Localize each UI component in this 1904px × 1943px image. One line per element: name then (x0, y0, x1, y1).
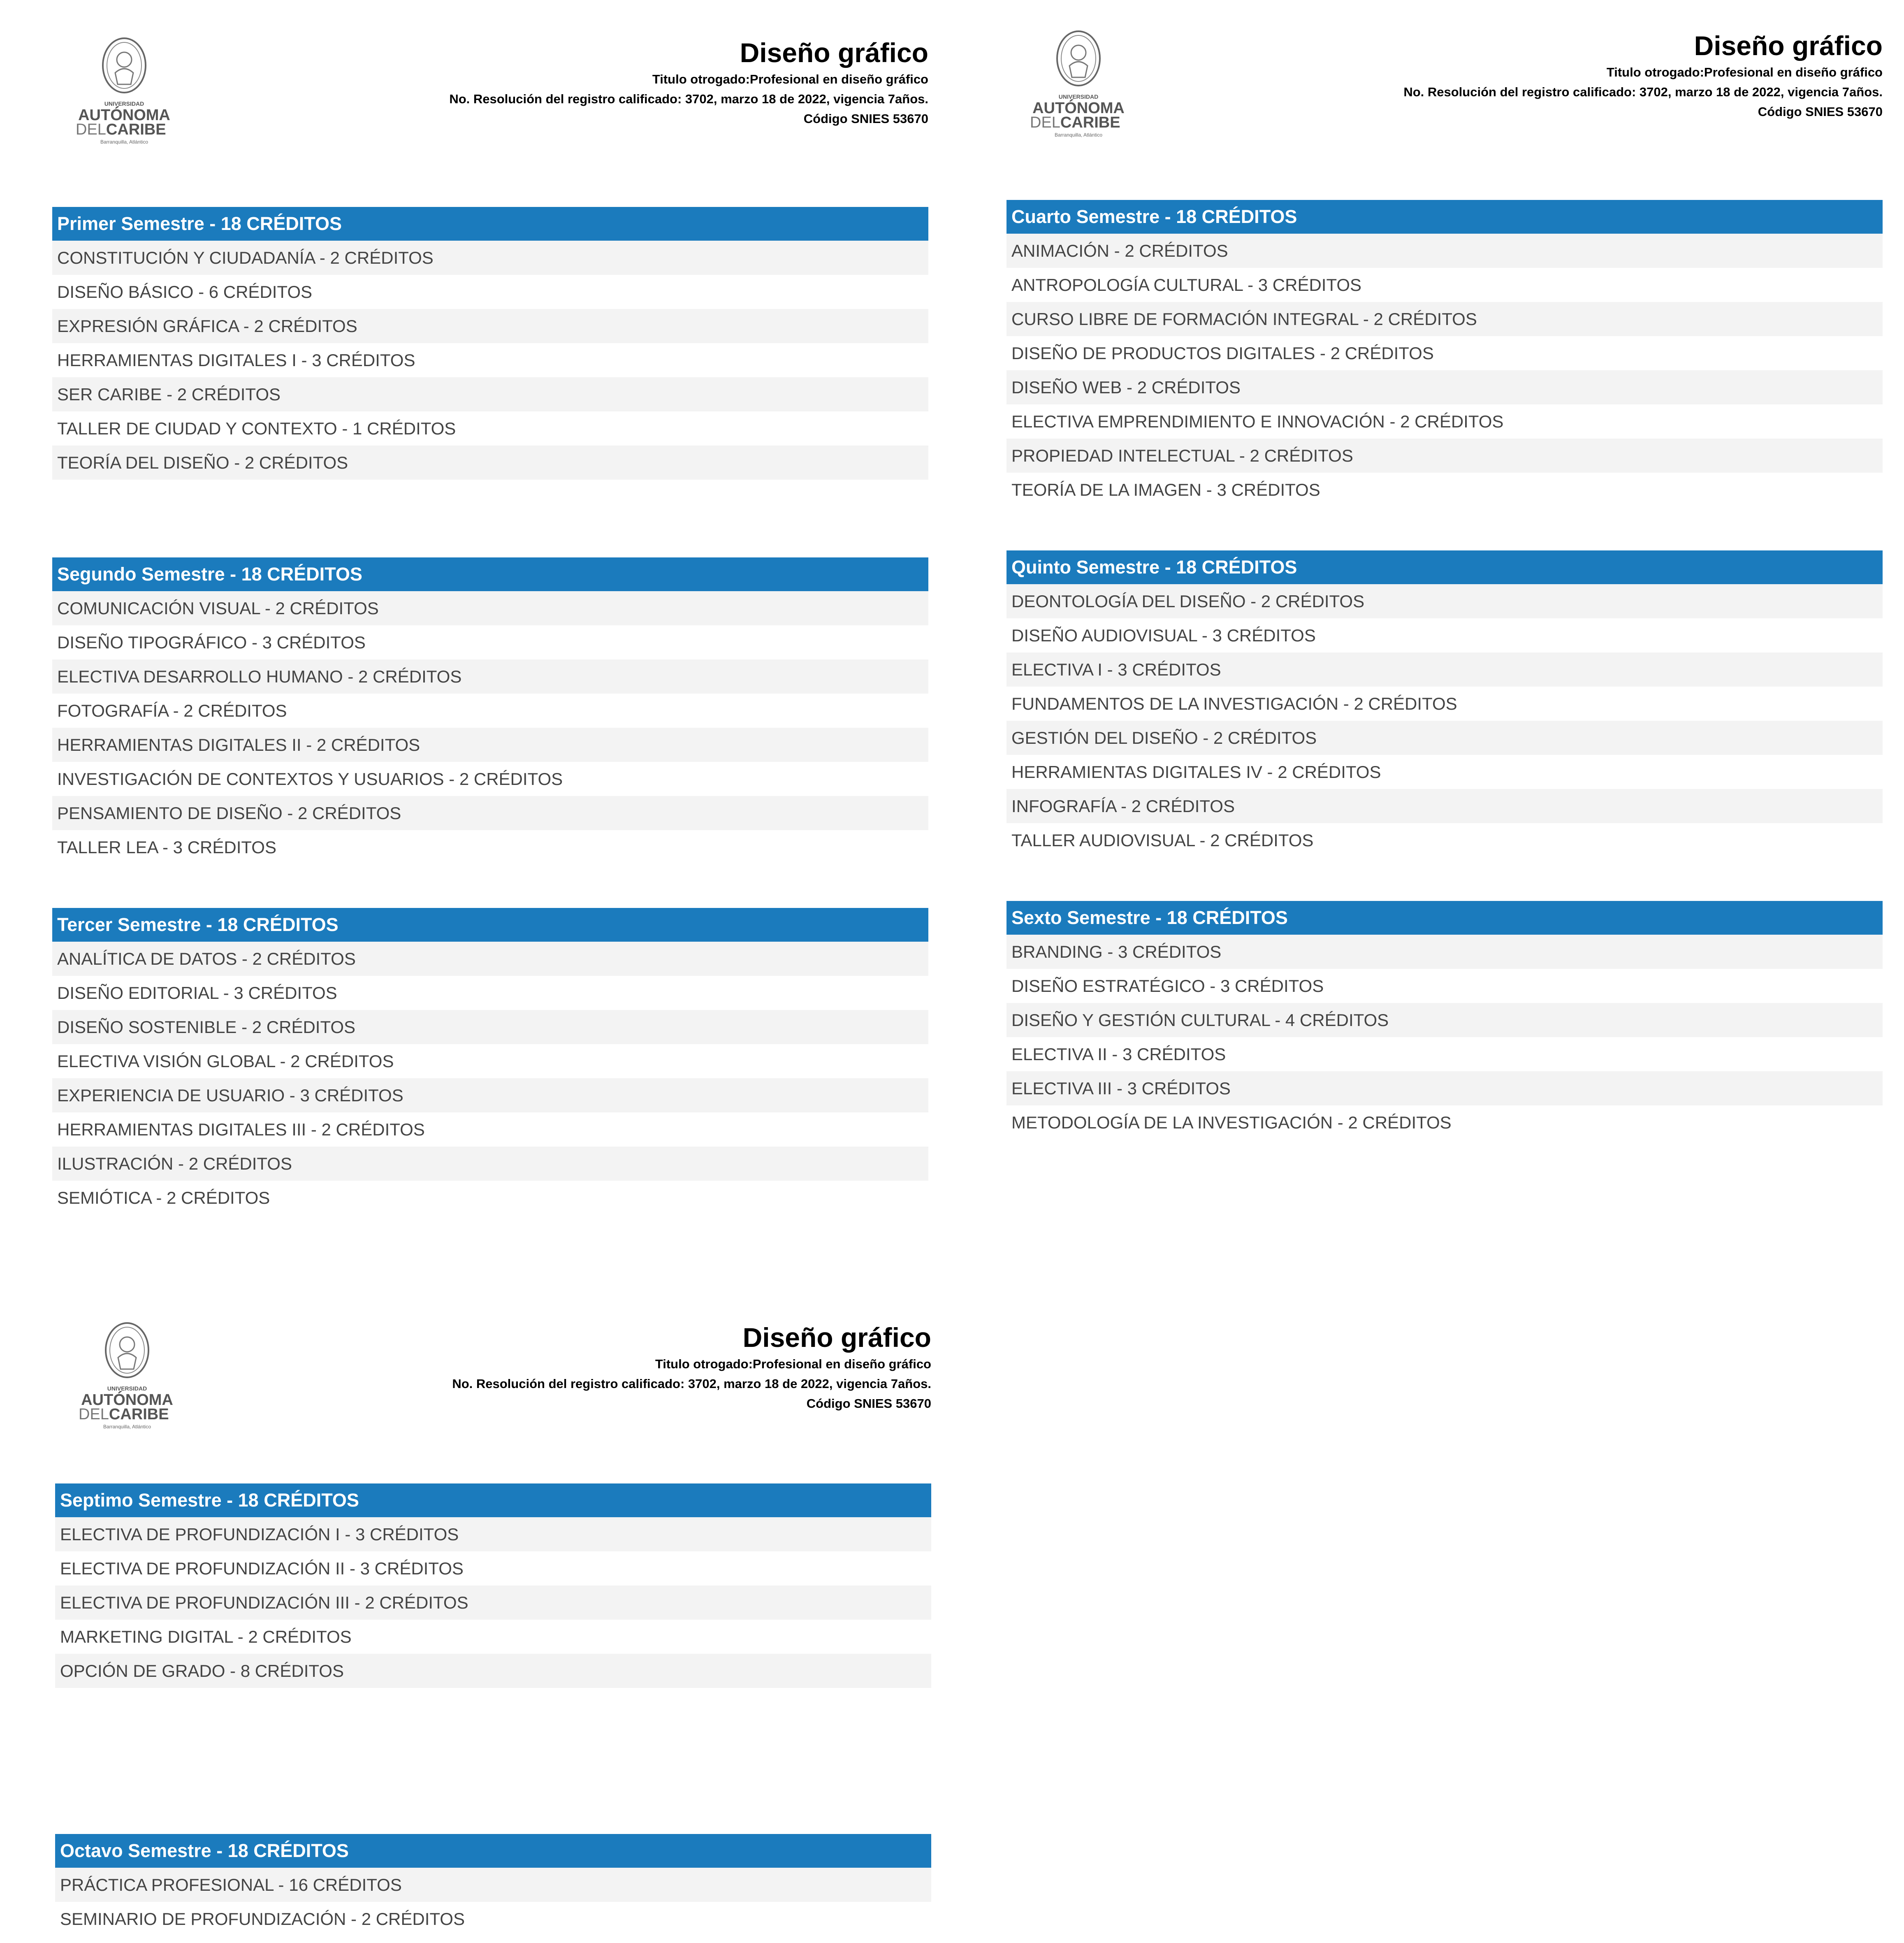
course-item: HERRAMIENTAS DIGITALES IV - 2 CRÉDITOS (1006, 755, 1883, 789)
course-item: EXPRESIÓN GRÁFICA - 2 CRÉDITOS (52, 309, 928, 343)
svg-text:UNIVERSIDAD: UNIVERSIDAD (104, 100, 144, 107)
semester-header: Tercer Semestre - 18 CRÉDITOS (52, 908, 928, 942)
snies-code: Código SNIES 53670 (1758, 104, 1883, 119)
course-item: TEORÍA DE LA IMAGEN - 3 CRÉDITOS (1006, 473, 1883, 507)
svg-text:DELCARIBE: DELCARIBE (79, 1406, 169, 1423)
program-info (449, 36, 928, 129)
snies-code: Código SNIES 53670 (806, 1396, 931, 1411)
course-item: COMUNICACIÓN VISUAL - 2 CRÉDITOS (52, 591, 928, 625)
course-list (55, 1868, 931, 1936)
registration-resolution: No. Resolución del registro calificado: 3702, marzo 18 de 2022, vigencia 7años. (1403, 85, 1883, 99)
course-list (52, 241, 928, 480)
course-list (1006, 584, 1883, 857)
course-item: FOTOGRAFÍA - 2 CRÉDITOS (52, 694, 928, 728)
course-item: ELECTIVA DE PROFUNDIZACIÓN III - 2 CRÉDITOS (55, 1586, 931, 1620)
svg-text:AUTÓNOMA: AUTÓNOMA (81, 1391, 173, 1409)
page-header (52, 36, 928, 159)
course-item: HERRAMIENTAS DIGITALES I - 3 CRÉDITOS (52, 343, 928, 377)
semester-header: Cuarto Semestre - 18 CRÉDITOS (1006, 200, 1883, 234)
course-item: PRÁCTICA PROFESIONAL - 16 CRÉDITOS (55, 1868, 931, 1902)
semester-header: Septimo Semestre - 18 CRÉDITOS (55, 1483, 931, 1517)
svg-text:UNIVERSIDAD: UNIVERSIDAD (107, 1385, 147, 1392)
course-item: ELECTIVA DESARROLLO HUMANO - 2 CRÉDITOS (52, 659, 928, 694)
university-logo (78, 1321, 176, 1432)
svg-text:Barranquilla, Atlántico: Barranquilla, Atlántico (103, 1424, 151, 1430)
course-item: DISEÑO TIPOGRÁFICO - 3 CRÉDITOS (52, 625, 928, 659)
course-item: TEORÍA DEL DISEÑO - 2 CRÉDITOS (52, 446, 928, 480)
semester-header: Quinto Semestre - 18 CRÉDITOS (1006, 550, 1883, 584)
course-item: DISEÑO ESTRATÉGICO - 3 CRÉDITOS (1006, 969, 1883, 1003)
course-item: MARKETING DIGITAL - 2 CRÉDITOS (55, 1620, 931, 1654)
course-item: SEMIÓTICA - 2 CRÉDITOS (52, 1181, 928, 1215)
course-item: CONSTITUCIÓN Y CIUDADANÍA - 2 CRÉDITOS (52, 241, 928, 275)
course-item: INVESTIGACIÓN DE CONTEXTOS Y USUARIOS - 2 CRÉDITOS (52, 762, 928, 796)
svg-text:DELCARIBE: DELCARIBE (76, 121, 166, 138)
semester-header: Sexto Semestre - 18 CRÉDITOS (1006, 901, 1883, 935)
course-list (1006, 935, 1883, 1140)
course-item: BRANDING - 3 CRÉDITOS (1006, 935, 1883, 969)
page-header (1006, 29, 1883, 152)
course-item: DISEÑO WEB - 2 CRÉDITOS (1006, 370, 1883, 404)
course-item: ELECTIVA VISIÓN GLOBAL - 2 CRÉDITOS (52, 1044, 928, 1078)
course-item: METODOLOGÍA DE LA INVESTIGACIÓN - 2 CRÉDITOS (1006, 1105, 1883, 1140)
course-list (1006, 234, 1883, 507)
curriculum-page-3 (55, 1321, 931, 1929)
course-item: ANIMACIÓN - 2 CRÉDITOS (1006, 234, 1883, 268)
course-item: DISEÑO DE PRODUCTOS DIGITALES - 2 CRÉDITOS (1006, 336, 1883, 370)
curriculum-page-2 (1006, 29, 1883, 1132)
course-item: GESTIÓN DEL DISEÑO - 2 CRÉDITOS (1006, 721, 1883, 755)
page-header (55, 1321, 931, 1444)
course-item: CURSO LIBRE DE FORMACIÓN INTEGRAL - 2 CRÉDITOS (1006, 302, 1883, 336)
course-item: ILUSTRACIÓN - 2 CRÉDITOS (52, 1147, 928, 1181)
course-item: SEMINARIO DE PROFUNDIZACIÓN - 2 CRÉDITOS (55, 1902, 931, 1936)
semester-block-5 (1006, 550, 1883, 857)
semester-block-3 (52, 908, 928, 1215)
course-item: HERRAMIENTAS DIGITALES III - 2 CRÉDITOS (52, 1112, 928, 1147)
semester-block-6 (1006, 901, 1883, 1140)
svg-text:Barranquilla, Atlántico: Barranquilla, Atlántico (1054, 132, 1103, 138)
semester-block-1 (52, 207, 928, 480)
course-item: PENSAMIENTO DE DISEÑO - 2 CRÉDITOS (52, 796, 928, 830)
course-item: PROPIEDAD INTELECTUAL - 2 CRÉDITOS (1006, 439, 1883, 473)
semester-block-2 (52, 557, 928, 864)
program-info (452, 1321, 931, 1414)
svg-text:DELCARIBE: DELCARIBE (1030, 114, 1120, 131)
course-item: ELECTIVA DE PROFUNDIZACIÓN II - 3 CRÉDITOS (55, 1551, 931, 1586)
svg-text:UNIVERSIDAD: UNIVERSIDAD (1058, 93, 1099, 100)
course-item: ELECTIVA I - 3 CRÉDITOS (1006, 652, 1883, 687)
snies-code: Código SNIES 53670 (803, 111, 928, 126)
course-item: DISEÑO BÁSICO - 6 CRÉDITOS (52, 275, 928, 309)
program-title: Diseño gráfico (742, 1322, 931, 1353)
curriculum-page-1 (52, 36, 928, 1207)
semester-header: Octavo Semestre - 18 CRÉDITOS (55, 1834, 931, 1868)
semester-block-4 (1006, 200, 1883, 507)
course-item: ELECTIVA II - 3 CRÉDITOS (1006, 1037, 1883, 1071)
course-list (52, 591, 928, 864)
semester-block-8 (55, 1834, 931, 1936)
university-logo (75, 36, 174, 147)
course-item: EXPERIENCIA DE USUARIO - 3 CRÉDITOS (52, 1078, 928, 1112)
course-item: ELECTIVA III - 3 CRÉDITOS (1006, 1071, 1883, 1105)
course-item: ANTROPOLOGÍA CULTURAL - 3 CRÉDITOS (1006, 268, 1883, 302)
course-item: ELECTIVA DE PROFUNDIZACIÓN I - 3 CRÉDITOS (55, 1517, 931, 1551)
svg-text:AUTÓNOMA: AUTÓNOMA (1032, 100, 1125, 117)
semester-header: Primer Semestre - 18 CRÉDITOS (52, 207, 928, 241)
course-item: ELECTIVA EMPRENDIMIENTO E INNOVACIÓN - 2 CRÉDITOS (1006, 404, 1883, 439)
course-item: DISEÑO EDITORIAL - 3 CRÉDITOS (52, 976, 928, 1010)
degree-granted: Titulo otrogado:Profesional en diseño gráfico (1606, 65, 1883, 79)
program-info (1403, 29, 1883, 122)
program-title: Diseño gráfico (1694, 30, 1883, 61)
svg-text:Barranquilla, Atlántico: Barranquilla, Atlántico (100, 139, 148, 145)
course-item: DISEÑO SOSTENIBLE - 2 CRÉDITOS (52, 1010, 928, 1044)
degree-granted: Titulo otrogado:Profesional en diseño gráfico (655, 1357, 931, 1371)
course-item: DISEÑO AUDIOVISUAL - 3 CRÉDITOS (1006, 618, 1883, 652)
course-item: SER CARIBE - 2 CRÉDITOS (52, 377, 928, 411)
course-list (55, 1517, 931, 1688)
course-item: DISEÑO Y GESTIÓN CULTURAL - 4 CRÉDITOS (1006, 1003, 1883, 1037)
registration-resolution: No. Resolución del registro calificado: 3702, marzo 18 de 2022, vigencia 7años. (449, 92, 928, 106)
course-item: TALLER LEA - 3 CRÉDITOS (52, 830, 928, 864)
degree-granted: Titulo otrogado:Profesional en diseño gráfico (652, 72, 928, 86)
course-item: DEONTOLOGÍA DEL DISEÑO - 2 CRÉDITOS (1006, 584, 1883, 618)
course-list (52, 942, 928, 1215)
course-item: TALLER AUDIOVISUAL - 2 CRÉDITOS (1006, 823, 1883, 857)
course-item: INFOGRAFÍA - 2 CRÉDITOS (1006, 789, 1883, 823)
registration-resolution: No. Resolución del registro calificado: 3702, marzo 18 de 2022, vigencia 7años. (452, 1377, 931, 1391)
course-item: ANALÍTICA DE DATOS - 2 CRÉDITOS (52, 942, 928, 976)
semester-block-7 (55, 1483, 931, 1688)
course-item: OPCIÓN DE GRADO - 8 CRÉDITOS (55, 1654, 931, 1688)
course-item: FUNDAMENTOS DE LA INVESTIGACIÓN - 2 CRÉDITOS (1006, 687, 1883, 721)
svg-text:AUTÓNOMA: AUTÓNOMA (78, 107, 170, 124)
university-logo (1029, 29, 1128, 140)
course-item: HERRAMIENTAS DIGITALES II - 2 CRÉDITOS (52, 728, 928, 762)
program-title: Diseño gráfico (740, 37, 928, 68)
semester-header: Segundo Semestre - 18 CRÉDITOS (52, 557, 928, 591)
course-item: TALLER DE CIUDAD Y CONTEXTO - 1 CRÉDITOS (52, 411, 928, 446)
